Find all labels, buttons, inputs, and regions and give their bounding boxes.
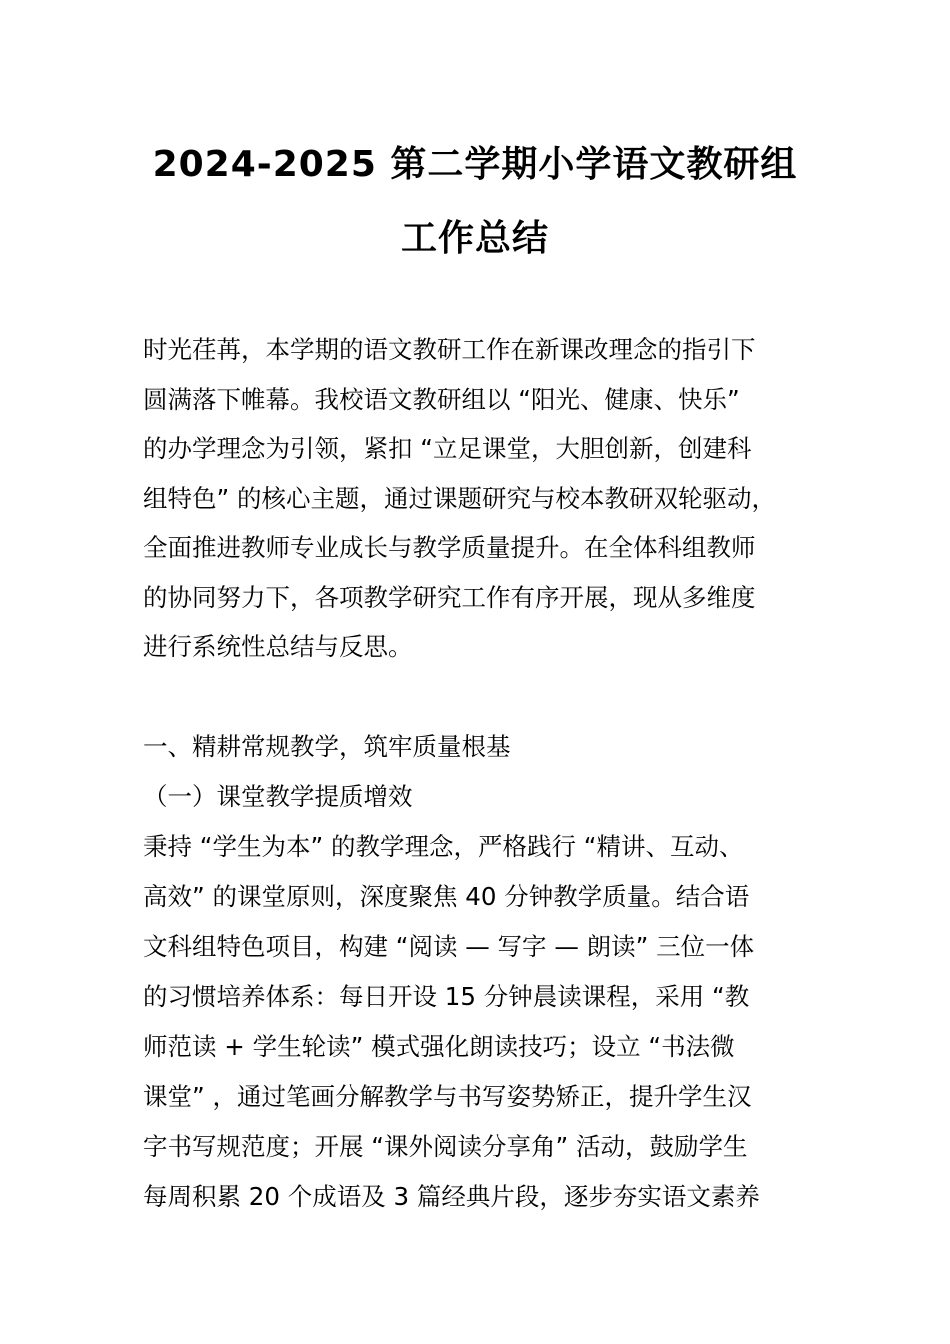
body-line-7: 字书写规范度；开展 “课外阅读分享角” 活动，鼓励学生 <box>143 1132 748 1161</box>
intro-line-3: 的办学理念为引领，紧扣 “立足课堂，大胆创新，创建科 <box>143 434 752 463</box>
document-title-line-1: 2024-2025 第二学期小学语文教研组 <box>152 144 798 185</box>
intro-line-6: 的协同努力下，各项教学研究工作有序开展，现从多维度 <box>143 583 756 612</box>
document-title-line-2: 工作总结 <box>400 218 549 259</box>
body-line-8: 每周积累 20 个成语及 3 篇经典片段，逐步夯实语文素养 <box>143 1182 760 1211</box>
intro-line-4: 组特色” 的核心主题，通过课题研究与校本教研双轮驱动， <box>143 484 776 513</box>
subsection-heading: （一）课堂教学提质增效 <box>143 782 413 811</box>
body-line-6: 课堂” ，通过笔画分解教学与书写姿势矫正，提升学生汉 <box>143 1082 752 1111</box>
intro-line-5: 全面推进教师专业成长与教学质量提升。在全体科组教师 <box>143 533 756 562</box>
body-line-5: 师范读 + 学生轮读” 模式强化朗读技巧；设立 “书法微 <box>143 1032 735 1061</box>
intro-line-7: 进行系统性总结与反思。 <box>143 632 413 661</box>
intro-line-2: 圆满落下帷幕。我校语文教研组以 “阳光、健康、快乐” <box>143 385 740 414</box>
body-line-3: 文科组特色项目，构建 “阅读 — 写字 — 朗读” 三位一体 <box>143 932 755 961</box>
body-line-2: 高效” 的课堂原则，深度聚焦 40 分钟教学质量。结合语 <box>143 882 750 911</box>
intro-line-1: 时光荏苒，本学期的语文教研工作在新课改理念的指引下 <box>143 335 756 364</box>
body-line-4: 的习惯培养体系：每日开设 15 分钟晨读课程，采用 “教 <box>143 982 750 1011</box>
section-heading: 一、精耕常规教学，筑牢质量根基 <box>143 732 511 761</box>
body-line-1: 秉持 “学生为本” 的教学理念，严格践行 “精讲、互动、 <box>143 832 744 861</box>
